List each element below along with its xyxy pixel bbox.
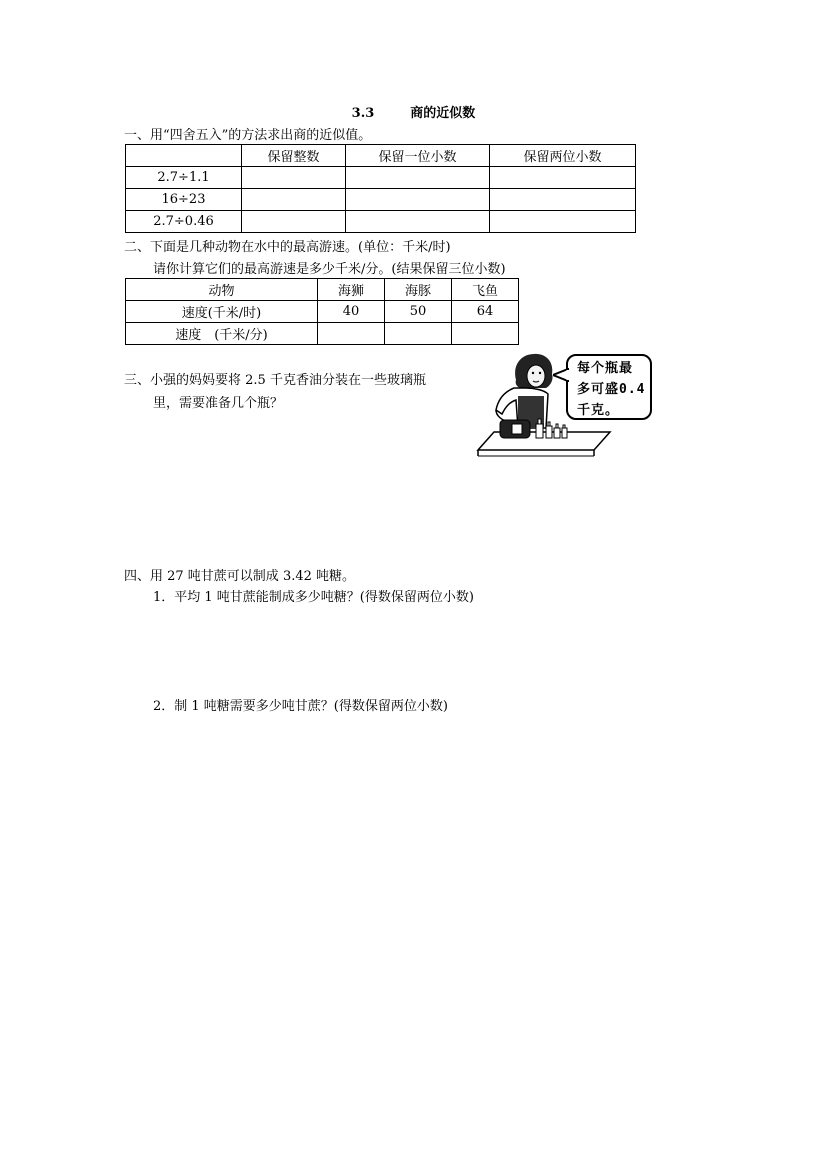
header-cell: 飞鱼 (452, 279, 519, 301)
answer-cell[interactable] (242, 167, 346, 189)
value-cell: 50 (385, 301, 452, 323)
header-cell: 海豚 (385, 279, 452, 301)
answer-cell[interactable] (490, 167, 636, 189)
speech-bubble-tail-icon (553, 368, 569, 382)
header-cell (126, 145, 242, 167)
q2-prompt: 二、下面是几种动物在水中的最高游速。(单位：千米/时) (124, 240, 451, 255)
table-row (126, 189, 636, 211)
row-label: 速度(千米/时) (126, 301, 318, 323)
table-row (126, 323, 519, 345)
header-cell: 海狮 (318, 279, 385, 301)
q2-table (125, 278, 519, 345)
table-row (126, 167, 636, 189)
answer-cell[interactable] (490, 189, 636, 211)
bubble-line: 多可盛0.4 (577, 382, 646, 397)
row-label: 2.7÷0.46 (126, 211, 242, 233)
table-header-row (126, 279, 519, 301)
section-number: 3.3 (351, 106, 375, 121)
bubble-line: 千克。 (577, 403, 620, 418)
q2-instruction: 请你计算它们的最高游速是多少千米/分。(结果保留三位小数) (153, 262, 506, 277)
page-title (0, 102, 827, 121)
value-cell: 40 (318, 301, 385, 323)
bubble-line: 每个瓶最 (577, 361, 634, 376)
table-row (126, 211, 636, 233)
answer-cell[interactable] (242, 189, 346, 211)
q4-sub1: 1．平均 1 吨甘蔗能制成多少吨糖？(得数保留两位小数) (153, 590, 474, 605)
header-cell: 保留两位小数 (490, 145, 636, 167)
header-cell: 动物 (126, 279, 318, 301)
value-cell: 64 (452, 301, 519, 323)
answer-cell[interactable] (346, 189, 490, 211)
section-title: 商的近似数 (410, 106, 476, 121)
q1-prompt: 一、用“四舍五入”的方法求出商的近似值。 (124, 128, 372, 143)
table-icon (478, 432, 610, 450)
answer-cell[interactable] (318, 323, 385, 345)
q4-prompt: 四、用 27 吨甘蔗可以制成 3.42 吨糖。 (124, 569, 356, 584)
header-cell: 保留整数 (242, 145, 346, 167)
row-label: 2.7÷1.1 (126, 167, 242, 189)
answer-cell[interactable] (242, 211, 346, 233)
answer-cell[interactable] (452, 323, 519, 345)
q3-line2: 里，需要准备几个瓶？ (153, 396, 284, 411)
q3-line1: 三、小强的妈妈要将 2.5 千克香油分装在一些玻璃瓶 (124, 373, 426, 388)
q1-table (125, 144, 636, 233)
table-row (126, 301, 519, 323)
bottles-icon (536, 419, 567, 438)
answer-cell[interactable] (490, 211, 636, 233)
answer-cell[interactable] (346, 167, 490, 189)
row-label: 16÷23 (126, 189, 242, 211)
row-label: 速度 (千米/分) (126, 323, 318, 345)
q4-sub2: 2．制 1 吨糖需要多少吨甘蔗？(得数保留两位小数) (153, 699, 448, 714)
table-header-row (126, 145, 636, 167)
answer-cell[interactable] (346, 211, 490, 233)
header-cell: 保留一位小数 (346, 145, 490, 167)
speech-bubble (566, 354, 652, 420)
answer-cell[interactable] (385, 323, 452, 345)
